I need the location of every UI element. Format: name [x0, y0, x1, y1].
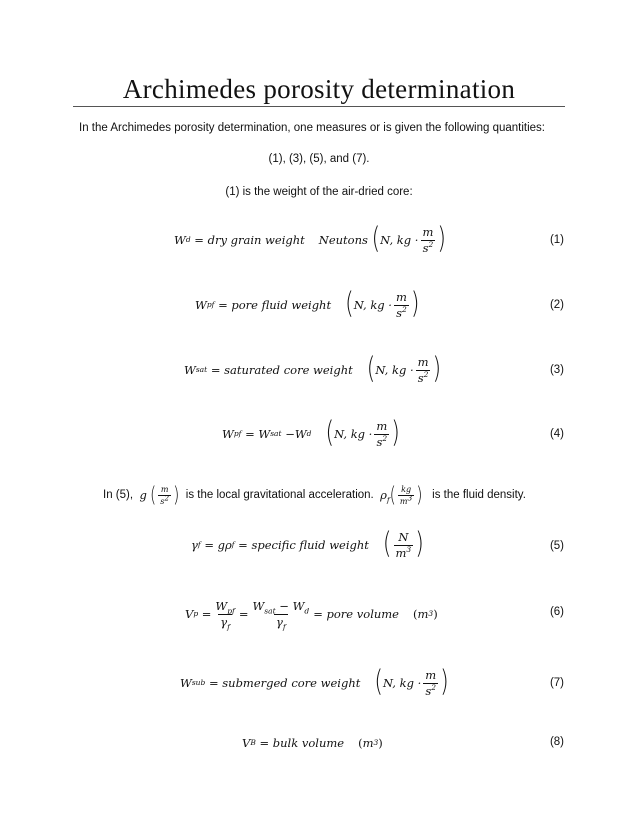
equation-number-2: (2) — [549, 299, 564, 311]
intro-weight-sentence: (1) is the weight of the air-dried core: — [225, 186, 413, 198]
equation-3: W sat = saturated core weight ( N, kg · $\frac{m}{s^2}$ ) — [184, 352, 442, 387]
equation-4: W pf = W sat −W d ( N, kg · $\frac{m}{s^2}$ ) — [222, 416, 400, 451]
equation-2: W pf = pore fluid weight ( N, kg · $\frac{m}{s^2}$ ) — [195, 287, 420, 322]
equation-7: W sub = submerged core weight ( N, kg · $\frac{m}{s^2}$ ) — [180, 665, 449, 700]
intro-paragraph: In the Archimedes porosity determination, one measures or is given the following quantities: — [79, 122, 546, 134]
title-underline — [73, 106, 565, 107]
equation-number-1: (1) — [549, 234, 564, 246]
equation-1: W d = dry grain weight Neutons ( N, kg · $\frac{m}{s^2}$ ) — [174, 222, 446, 257]
equation-6: V p = $\frac{W_{pf}}{\gamma_f}$ = $\frac{W_{sat} - W_d}{\gamma_f}$ = pore volume ( m 3 ) — [185, 598, 438, 631]
page-title: Archimedes porosity determination — [122, 74, 516, 104]
equation-number-7: (7) — [549, 677, 564, 689]
equation-number-8: (8) — [549, 736, 564, 748]
gravity-density-sentence: In (5), g ( $\frac{m}{s^2}$ ) is the local gravitational acceleration. $\rho_f$ ( $\frac{kg}{m^3}$ ) is the fluid density. — [103, 481, 526, 508]
equation-8: V B = bulk volume ( m 3 ) — [242, 736, 383, 750]
equation-5: γ f = gρ f = specific fluid weight ( $\frac{N}{m^3}$ ) — [191, 527, 424, 562]
equation-number-5: (5) — [549, 540, 564, 552]
equation-number-6: (6) — [549, 606, 564, 618]
equation-number-3: (3) — [549, 364, 564, 376]
equation-number-4: (4) — [549, 428, 564, 440]
intro-equation-list: (1), (3), (5), and (7). — [268, 153, 370, 165]
